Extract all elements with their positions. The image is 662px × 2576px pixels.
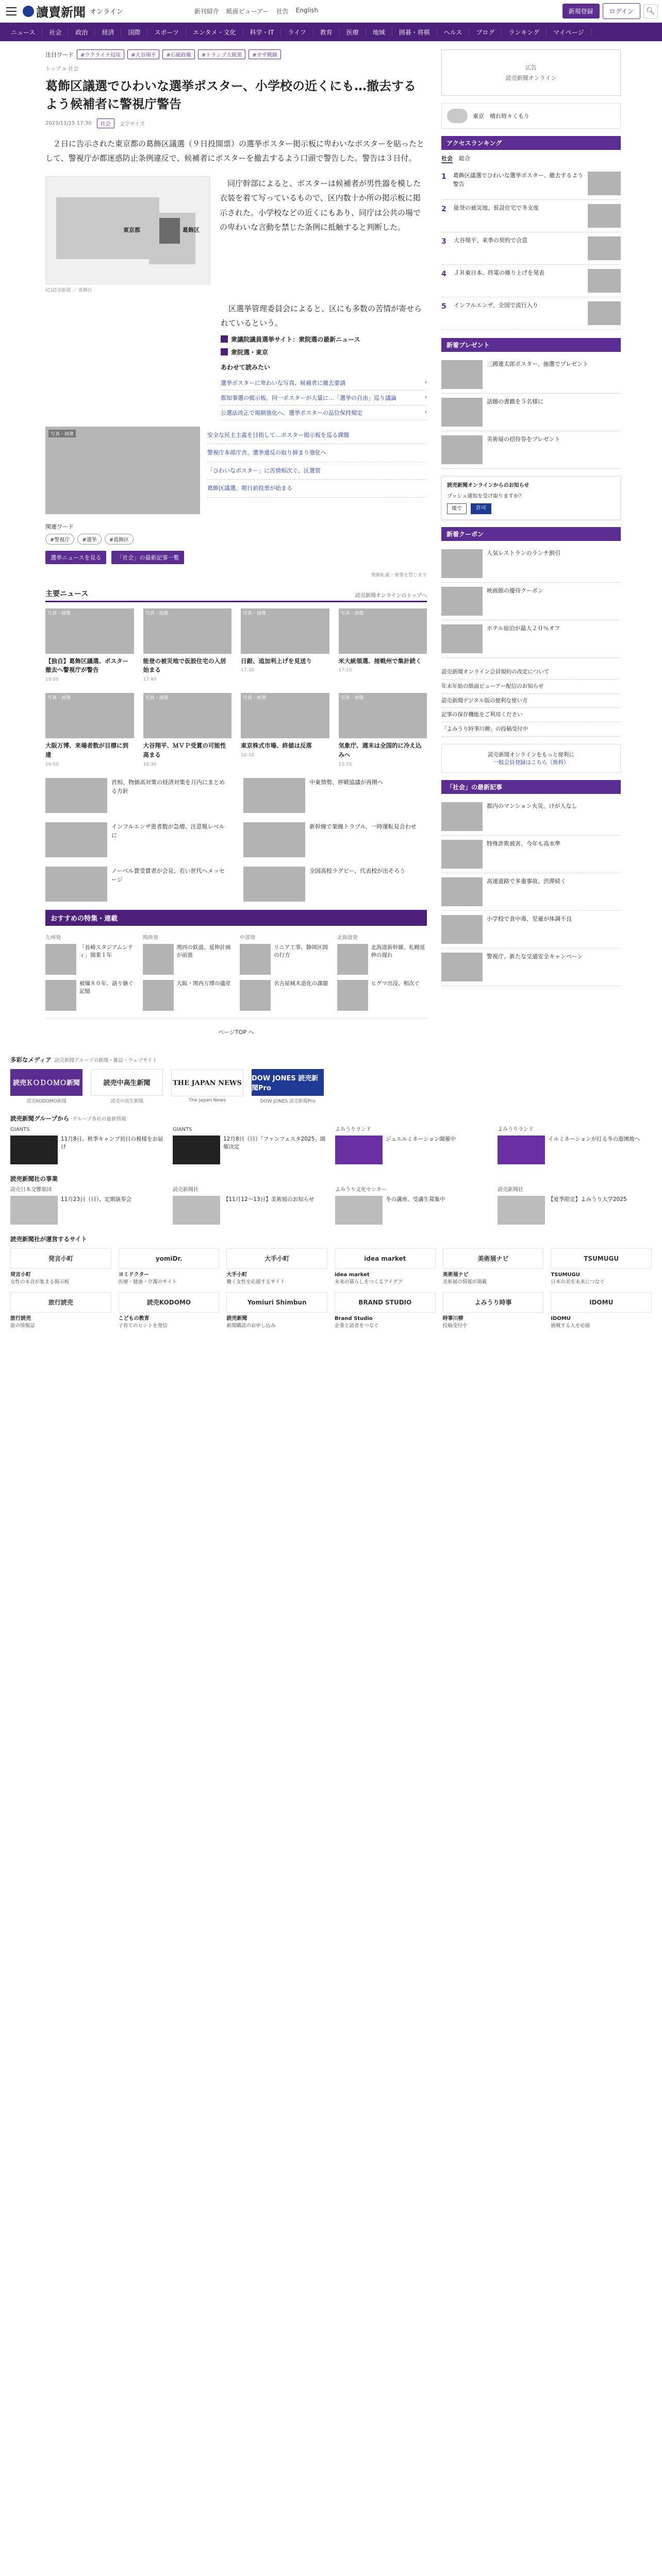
nav-item[interactable]: 政治	[69, 28, 95, 37]
notice-later-button[interactable]: 後で	[447, 503, 467, 514]
news-row[interactable]: 首相、物価高対策の経済対策を月内にまとめる方針	[45, 778, 229, 813]
tag[interactable]: #石破政権	[162, 49, 194, 59]
site-link[interactable]: 美術展ナビ 美術展ナビ 美術展の情報が満載	[443, 1248, 544, 1286]
register-banner[interactable]: 読売新聞オンラインをもっと便利に 一般会員登録はこちら（無料）	[441, 744, 621, 773]
present-head: 新着プレゼント	[441, 338, 621, 352]
nav-item[interactable]: ヘルス	[437, 28, 470, 37]
copyright-note: 無断転載・複製を禁じます	[371, 572, 427, 578]
present-item[interactable]: 話題の書籍を５名様に	[441, 394, 621, 431]
site-link[interactable]: yomiDr. ヨミドクター 医療・健康・介護のサイト	[119, 1248, 220, 1286]
group-card[interactable]: よみうり文化センター 冬の講座、受講生募集中	[335, 1186, 489, 1225]
header-link[interactable]: 社告	[276, 8, 289, 15]
feature-item[interactable]: 北海道新幹線、札幌延伸の遅れ	[337, 944, 427, 975]
feature-item[interactable]: 被爆８０年、語り継ぐ記憶	[45, 980, 136, 1011]
present-item[interactable]: 美術展の招待券をプレゼント	[441, 431, 621, 469]
tab-overall[interactable]: 総合	[459, 155, 470, 162]
tag[interactable]: #ウクライナ侵攻	[77, 49, 124, 59]
media-item[interactable]: 読売中高生新聞 読売中高生新聞	[91, 1069, 163, 1104]
features-head: おすすめの特集・連載	[45, 910, 427, 926]
map-highlight	[159, 218, 180, 244]
group-head: 読売新聞社の事業	[10, 1175, 58, 1182]
hamburger-icon[interactable]	[4, 5, 19, 18]
page-top-link[interactable]: ページTOP へ	[218, 1028, 254, 1036]
nav-item[interactable]: 医療	[340, 28, 366, 37]
news-card[interactable]: 写真・画像 大谷翔平、ＭＶＰ受賞の可能性高まる 16:30	[143, 693, 232, 769]
related-link[interactable]	[221, 335, 427, 344]
link-square-icon	[221, 348, 228, 355]
keyword-chip[interactable]: #葛飾区	[105, 534, 134, 545]
coupon-head: 新着クーポン	[441, 527, 621, 541]
nav-item[interactable]: 教育	[313, 28, 340, 37]
news-card[interactable]: 写真・画像 米大統領選、接戦州で集計続く 17:15	[339, 608, 427, 684]
info-item[interactable]: 記事の保存機能をご利用ください	[441, 708, 621, 722]
group-card[interactable]: 読売新聞社 【11月12〜13日】美術展のお知らせ	[173, 1186, 327, 1225]
related-list	[221, 376, 427, 420]
ad-banner[interactable]: 広告 読売新聞オンライン	[441, 49, 621, 96]
logo-sub: オンライン	[90, 8, 123, 16]
article-body: 区選挙管理委員会によると、区にも多数の苦情が寄せられているという。	[221, 303, 422, 328]
nav-item[interactable]: 経済	[95, 28, 121, 37]
cloud-icon	[447, 109, 468, 123]
info-item[interactable]: 読売新聞オンライン会員規約の改定について	[441, 665, 621, 680]
news-card[interactable]: 写真・画像 能登の被災地で仮設住宅の入居始まる 17:40	[143, 608, 232, 684]
feature-item[interactable]: 大阪・関西万博の遺産	[143, 980, 233, 1011]
media-head: 多彩なメディア 読売新聞グループの新聞・雑誌・ウェブサイト	[10, 1056, 157, 1063]
site-link[interactable]: 発言小町 発言小町 女性の本音が集まる掲示板	[10, 1248, 111, 1286]
photo-list	[207, 427, 427, 514]
news-row[interactable]: 中東情勢、停戦協議が再開へ	[243, 778, 427, 813]
keywords-head: 関連ワード	[45, 523, 74, 530]
site-link[interactable]: Yomiuri Shimbun 読売新聞 新聞購読のお申し込み	[226, 1292, 327, 1330]
info-item[interactable]: 「よみうり時事川柳」の投稿受付中	[441, 722, 621, 737]
side-news-head: 「社会」の最新記事	[441, 780, 621, 794]
category-list-button[interactable]: 「社会」の最新記事一覧	[111, 551, 184, 564]
photo-list-item[interactable]: 安全な民主主義を目指して…ポスター掲示板を巡る課題	[207, 427, 427, 445]
map-label: 葛飾区	[183, 226, 200, 233]
main-news-head	[45, 588, 427, 602]
nav-item[interactable]: 囲碁・将棋	[392, 28, 437, 37]
group-row	[10, 1186, 652, 1225]
site-link[interactable]: 読売KODOMO こどもの教育 子育てのヒントを発信	[119, 1292, 220, 1330]
main-news-rows	[45, 778, 427, 902]
side-news-item[interactable]: 高速道路で多重事故、渋滞続く	[441, 873, 621, 911]
feature-item[interactable]: ヒグマ出没、相次ぐ	[337, 980, 427, 1011]
article-photo[interactable]	[45, 427, 200, 514]
group-card[interactable]: よみうりランド ジュエルミネーション開催中	[335, 1126, 489, 1164]
map-label: 東京都	[123, 226, 140, 233]
article-lead: ２日に告示された東京都の葛飾区議選（９日投開票）の選挙ポスター掲示板に卑わいなポスターを貼ったとして、警視庁が都迷惑防止条例違反で、候補者にポスターを撤去するよう口頭で警告した。警告は３日付。	[45, 139, 425, 163]
nav-item[interactable]: 社会	[42, 28, 69, 37]
top-bar	[0, 0, 662, 23]
features-grid	[45, 926, 427, 1019]
ranking-item[interactable]: 4 ＪＲ東日本、終電の繰り上げを発表	[441, 265, 621, 297]
weather-widget[interactable]: 東京 晴れ時々くもり	[441, 103, 621, 129]
nav-item[interactable]: 国際	[121, 28, 147, 37]
nav-item[interactable]: ニュース	[4, 28, 42, 37]
map-caption: (C)読売新聞 ／ 葛飾区	[45, 287, 93, 293]
photo-label: 写真・画像	[48, 430, 76, 437]
nav-item[interactable]: 科学・IT	[243, 28, 282, 37]
related-head: あわせて読みたい	[221, 363, 271, 371]
news-row[interactable]: インフルエンザ患者数が急増、注意報レベルに	[45, 822, 229, 857]
info-item[interactable]: 読売新聞デジタル版の便利な使い方	[441, 694, 621, 708]
header-actions	[562, 3, 658, 19]
sites-grid	[10, 1248, 652, 1330]
group-card[interactable]: GIANTS 12月8日（日）「ファンフェスタ2025」開催決定	[173, 1126, 327, 1164]
tags-label: 注目ワード	[45, 51, 74, 58]
coupon-item[interactable]: 人気レストランのランチ割引	[441, 545, 621, 583]
tag[interactable]: #大谷翔平	[127, 49, 159, 59]
group-card[interactable]: GIANTS 11月8日、秋季キャンプ初日の模様をお届け	[10, 1126, 164, 1164]
nav-item[interactable]: エンタメ・文化	[186, 28, 243, 37]
feature-item[interactable]: 名古屋城木造化の課題	[240, 980, 330, 1011]
related-link-text: 衆議院議員選挙サイト：衆院選の最新ニュース	[231, 335, 360, 343]
feature-item[interactable]: リニア工事、静岡区間の行方	[240, 944, 330, 975]
media-item[interactable]: THE JAPAN NEWS The Japan News	[171, 1070, 243, 1103]
feature-item[interactable]: 「長崎スタジアムシティ」開業１年	[45, 944, 136, 975]
site-link[interactable]: BRAND STUDIO Brand Studio 企業と読者をつなぐ	[335, 1292, 436, 1330]
ranking-item[interactable]: 1 葛飾区議選でひわいな選挙ポスター、撤去するよう警告	[441, 167, 621, 200]
news-row[interactable]: 新幹線で架線トラブル、一時運転見合わせ	[243, 822, 427, 857]
font-size-label[interactable]: 文字サイズ	[119, 121, 145, 127]
feature-col: 中部発 リニア工事、静岡区間の行方 名古屋城木造化の課題	[240, 933, 330, 1011]
group-row	[10, 1126, 652, 1164]
nav-item[interactable]: マイページ	[547, 28, 591, 37]
site-link[interactable]: IDOMU IDOMU 挑戦する人を応援	[551, 1292, 652, 1330]
info-item[interactable]: 年末年始の紙面ビューアー配信のお知らせ	[441, 680, 621, 694]
keywords	[45, 522, 427, 545]
site-link[interactable]: よみうり時事 時事川柳 投稿受付中	[443, 1292, 544, 1330]
push-notice: 読売新聞オンラインからのお知らせ プッシュ通知を受け取りますか？ 後で 許可	[441, 476, 621, 520]
news-row[interactable]: 全国高校ラグビー、代表校が出そろう	[243, 867, 427, 902]
ranking-item[interactable]: 5 インフルエンザ、全国で流行入り	[441, 297, 621, 330]
ranking-head: アクセスランキング	[441, 136, 621, 150]
group-head: 読売新聞グループから グループ各社の最新情報	[10, 1114, 126, 1122]
article-meta	[45, 118, 427, 128]
locator-map	[45, 176, 210, 284]
article-column	[45, 49, 427, 1045]
feature-col: 関西発 関西の鉄道、延伸計画が前進 大阪・関西万博の遺産	[143, 933, 233, 1011]
ranking-tabs	[441, 154, 621, 163]
section-title: 主要ニュース	[45, 589, 89, 598]
coupon-item[interactable]: 映画館の優待クーポン	[441, 583, 621, 620]
article-title: 葛飾区議選でひわいな選挙ポスター、小学校の近くにも…撤去するよう候補者に警視庁警告	[45, 79, 417, 111]
media-row	[10, 1069, 652, 1104]
side-news-item[interactable]: 特殊詐欺被害、今年も高水準	[441, 836, 621, 873]
article-actions	[45, 551, 427, 564]
nav-item[interactable]: スポーツ	[147, 28, 186, 37]
tab-social[interactable]: 社会	[441, 154, 453, 163]
media-item[interactable]: 読売ＫＯＤＯＭＯ新聞 読売KODOMO新聞	[10, 1069, 82, 1104]
ranking-item[interactable]: 3 大谷翔平、来季の契約で合意	[441, 232, 621, 265]
feature-col: 北海道発 北海道新幹線、札幌延伸の遅れ ヒグマ出没、相次ぐ	[337, 933, 427, 1011]
main-news-grid	[45, 608, 427, 769]
site-link[interactable]: TSUMUGU TSUMUGU 日本の美を未来につなぐ	[551, 1248, 652, 1286]
feature-item[interactable]: 関西の鉄道、延伸計画が前進	[143, 944, 233, 975]
link-square-icon	[221, 335, 228, 343]
info-list	[441, 665, 621, 737]
article-body: 同庁幹部によると、ポスターは候補者が男性器を模した衣装を着て写っているもので、区内数十か所の掲示板に掲示された。小学校などの近くにもあり、同庁は公共の場での卑わいな言動を禁じた条例に抵触すると判断した。	[220, 178, 421, 232]
side-news-item[interactable]: 警視庁、新たな交通安全キャンペーン	[441, 948, 621, 986]
site-logo[interactable]	[23, 2, 123, 20]
nav-item[interactable]: ライフ	[281, 28, 313, 37]
category-badge[interactable]: 社会	[97, 118, 114, 128]
trending-tags	[45, 49, 427, 59]
map-block	[45, 176, 427, 293]
site-link[interactable]: 旅行読売 旅行読売 旅の情報誌	[10, 1292, 111, 1330]
sidebar	[441, 49, 621, 1045]
related-link[interactable]	[221, 348, 427, 357]
login-button[interactable]: ログイン	[603, 3, 640, 19]
coupon-item[interactable]: ホテル宿泊が最大２０％オフ	[441, 620, 621, 658]
side-news-item[interactable]: 小学校で食中毒、児童が体調不良	[441, 911, 621, 948]
photo-block	[45, 427, 427, 514]
group-card[interactable]: 読売日本交響楽団 11月23日（日）、定期演奏会	[10, 1186, 164, 1225]
search-icon[interactable]: 🔍︎	[643, 4, 658, 19]
news-card[interactable]: 写真・画像 大阪万博、来場者数が目標に到達 16:50	[45, 693, 134, 769]
logo-mark-icon	[23, 6, 34, 17]
bottom-area	[0, 1056, 662, 1330]
news-row[interactable]: ノーベル賞受賞者が会見、若い世代へメッセージ	[45, 867, 229, 902]
ranking-list	[441, 167, 621, 330]
present-item[interactable]: 三國連太郎ポスター、抽選でプレゼント	[441, 356, 621, 394]
related-item[interactable]: 公選法改正で規制強化へ、選挙ポスターの品位保持規定 ›	[221, 405, 427, 420]
article-date: 2023/11/15 17:30	[45, 120, 92, 126]
tag[interactable]: #ガザ戦闘	[249, 49, 280, 59]
nav-item[interactable]: 地域	[366, 28, 392, 37]
news-card[interactable]: 写真・画像 【独自】葛飾区議選、ポスター撤去へ警視庁が警告 18:00	[45, 608, 134, 684]
keyword-chip[interactable]: #選挙	[77, 534, 101, 545]
logo-main: 讀賣新聞	[36, 5, 86, 20]
nav-item[interactable]: ランキング	[502, 28, 547, 37]
news-card[interactable]: 写真・画像 東京株式市場、終値は反落 16:10	[241, 693, 329, 769]
media-item[interactable]: DOW JONES 読売新聞Pro DOW JONES 読売新聞Pro	[252, 1069, 324, 1104]
header-link[interactable]: 新刊紹介	[194, 8, 219, 15]
related-item[interactable]: 選挙ポスターに卑わいな写真、候補者に撤去要請 ›	[221, 376, 427, 391]
breadcrumb[interactable]: トップ > 社会	[45, 66, 79, 72]
sites-head: 読売新聞社が運営するサイト	[10, 1235, 87, 1243]
related-item[interactable]: 都知事選の掲示板、同一ポスターが大量に…「選挙の自由」巡り議論 ›	[221, 391, 427, 405]
more-news-button[interactable]: 選挙ニュースを見る	[45, 551, 106, 564]
header-link[interactable]: 紙面ビューアー	[226, 8, 269, 15]
photo-list-item[interactable]: 葛飾区議選、期日前投票が始まる	[207, 480, 427, 498]
notice-allow-button[interactable]: 許可	[471, 503, 491, 514]
news-card[interactable]: 写真・画像 気象庁、週末は全国的に冷え込みへ 15:55	[339, 693, 427, 769]
group-card[interactable]: 読売新聞社 【夏季限定】よみうり大学2025	[498, 1186, 652, 1225]
header-link[interactable]: English	[295, 7, 319, 14]
site-link[interactable]: idea market idea market 未来の暮らしをつくるアイデア	[335, 1248, 436, 1286]
nav-item[interactable]: ブログ	[469, 28, 502, 37]
group-card[interactable]: よみうりランド イルミネーションが灯る冬の遊園地へ	[498, 1126, 652, 1164]
feature-col: 九州発 「長崎スタジアムシティ」開業１年 被爆８０年、語り継ぐ記憶	[45, 933, 136, 1011]
ranking-item[interactable]: 2 能登の被災地、仮設住宅で冬支度	[441, 200, 621, 232]
header-links	[194, 7, 318, 15]
related-link-text: 衆院選・東京	[231, 348, 269, 356]
keyword-chip[interactable]: #警視庁	[45, 534, 74, 545]
photo-list-item[interactable]: 警視庁本部庁舎、選挙違反の取り締まり強化へ	[207, 444, 427, 462]
tag[interactable]: #トランプ大統領	[198, 49, 245, 59]
photo-list-item[interactable]: 「ひわいなポスター」に苦情相次ぐ、区選管	[207, 462, 427, 480]
side-news-item[interactable]: 都内のマンション火災、けが人なし	[441, 798, 621, 836]
section-more-link[interactable]: 読売新聞オンラインのトップへ	[355, 592, 427, 599]
main-nav	[0, 23, 662, 41]
news-card[interactable]: 写真・画像 日銀、追加利上げを見送り 17:30	[241, 608, 329, 684]
site-link[interactable]: 大手小町 大手小町 働く女性を応援するサイト	[226, 1248, 327, 1286]
map-region	[56, 197, 159, 259]
register-button[interactable]: 新規登録	[562, 4, 600, 19]
